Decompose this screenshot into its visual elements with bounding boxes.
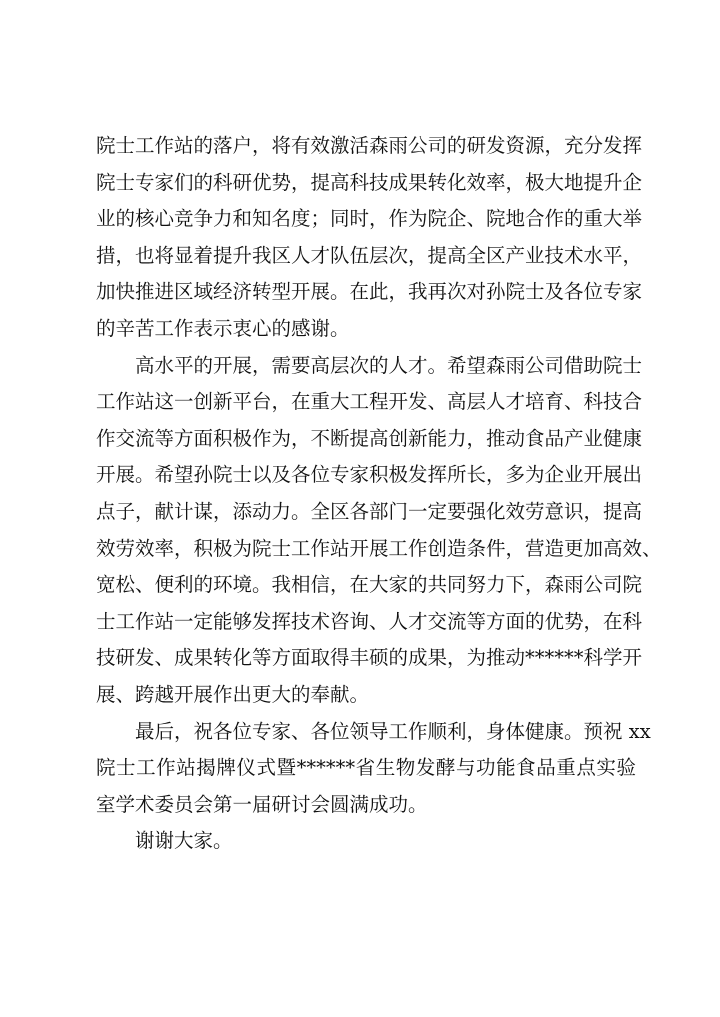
text-line: 展、跨越开展作出更大的奉献。: [96, 682, 370, 706]
text-line: 士工作站一定能够发挥技术咨询、人才交流等方面的优势，在科: [96, 609, 643, 633]
paragraph-2: [96, 348, 662, 714]
text-line: 点子，献计谋，添动力。全区各部门一定要强化效劳意识，提高: [96, 499, 643, 523]
text-line: 的辛苦工作表示衷心的感谢。: [96, 316, 350, 340]
text-line: 业的核心竞争力和知名度；同时，作为院企、院地合作的重大举: [96, 207, 643, 231]
text-line: 技研发、成果转化等方面取得丰硕的成果，为推动******科学开: [96, 646, 643, 670]
text-line: 开展。希望孙院士以及各位专家积极发挥所长，多为企业开展出: [96, 463, 643, 487]
text-line: 加快推进区域经济转型开展。在此，我再次对孙院士及各位专家: [96, 280, 643, 304]
text-line: 高水平的开展，需要高层次的人才。希望森雨公司借助院士: [135, 353, 643, 377]
text-line: 院士工作站的落户，将有效激活森雨公司的研发资源，充分发挥: [96, 134, 643, 157]
text-line: 院士专家们的科研优势，提高科技成果转化效率，极大地提升企: [96, 170, 643, 194]
paragraph-3: [96, 714, 651, 824]
text-line: 效劳效率，积极为院士工作站开展工作创造条件，营造更加高效、: [96, 536, 662, 560]
text-line: 谢谢大家。: [135, 829, 233, 853]
document-body: [96, 128, 662, 860]
text-line: 院士工作站揭牌仪式暨******省生物发酵与功能食品重点实验: [96, 756, 636, 780]
text-line: 作交流等方面积极作为，不断提高创新能力，推动食品产业健康: [96, 426, 643, 450]
text-line: 室学术委员会第一届研讨会圆满成功。: [96, 792, 428, 816]
paragraph-1: [96, 128, 643, 348]
text-line: 措，也将显着提升我区人才队伍层次，提高全区产业技术水平，: [96, 243, 643, 267]
text-line: 工作站这一创新平台，在重大工程开发、高层人才培育、科技合: [96, 390, 643, 414]
text-line: 最后，祝各位专家、各位领导工作顺利，身体健康。预祝 xx: [135, 719, 651, 743]
paragraph-4: [96, 823, 636, 860]
text-line: 宽松、便利的环境。我相信，在大家的共同努力下，森雨公司院: [96, 573, 643, 597]
